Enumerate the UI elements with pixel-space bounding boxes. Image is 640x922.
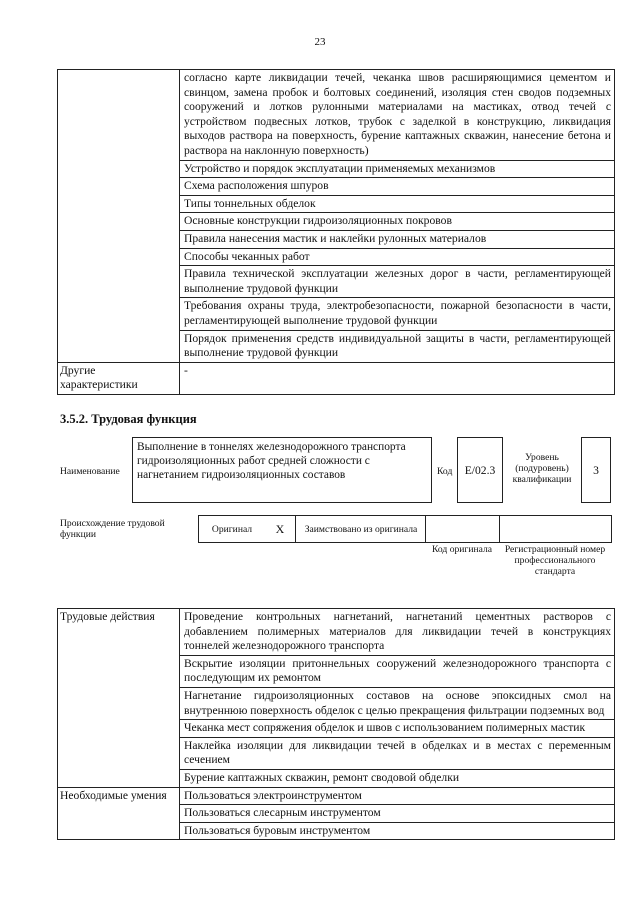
origin-row [198,515,612,543]
table-left-cell: Другие характеристики [58,362,180,394]
origin-label: Происхождение трудовой функции [60,518,165,540]
code-label: Код [437,466,453,477]
table-cell: Наклейка изоляции для ликвидации течей в обделках и в местах с переменным сечением [180,737,615,769]
table-cell: Вскрытие изоляции притоннельных сооружений железнодорожного транспорта с последующим их ремонтом [180,655,615,687]
table-cell: Основные конструкции гидроизоляционных покровов [180,213,615,231]
table-left-cell: Необходимые умения [58,787,180,840]
function-code-box: E/02.3 [457,437,503,503]
function-name-box: Выполнение в тоннелях железнодорожного транспорта гидроизоляционных работ средней сложности с нагнетанием гидроизоляционных составов [132,437,432,503]
reg-number-cell [499,516,612,542]
table-cell: Порядок применения средств индивидуальной защиты в части, регламентирующей выполнение трудовой функции [180,330,615,362]
name-label: Наименование [60,466,120,477]
table-left-cell: Трудовые действия [58,609,180,788]
code-original-label: Код оригинала [431,544,493,555]
qualification-level-box: 3 [581,437,611,503]
table-cell: Пользоваться слесарным инструментом [180,805,615,823]
table-cell: Бурение каптажных скважин, ремонт сводовой обделки [180,769,615,787]
table-cell: Типы тоннельных обделок [180,195,615,213]
table-cell: Устройство и порядок эксплуатации применяемых механизмов [180,160,615,178]
table-cell: Схема расположения шпуров [180,178,615,196]
table-row [58,70,615,161]
table-row [58,787,615,805]
original-label: Оригинал [211,523,253,535]
table-cell: Способы чеканных работ [180,248,615,266]
table-cell: Правила нанесения мастик и наклейки рулонных материалов [180,230,615,248]
section-title: 3.5.2. Трудовая функция [60,412,197,426]
table-row [58,609,615,656]
table-cell: Чеканка мест сопряжения обделок и швов с использованием полимерных мастик [180,720,615,738]
knowledge-table-continued [57,69,615,395]
borrowed-label: Заимствовано из оригинала [295,516,426,542]
table-cell: Нагнетание гидроизоляционных составов на основе эпоксидных смол на внутреннюю поверхность обделок с целью прекращения фильтрации подземных вод [180,687,615,719]
table-row [58,362,615,394]
code-original-cell [425,516,500,542]
reg-number-label: Регистрационный номер профессионального стандарта [504,544,606,577]
table-cell: Проведение контрольных нагнетаний, нагнетаний цементных растворов с добавлением полимерных материалов для ликвидации течей в конструкциях тоннелей железнодорожного транспорта [180,609,615,656]
table-cell: - [180,362,615,394]
original-mark: X [275,521,285,536]
page-number: 23 [314,36,326,48]
labor-actions-table [57,608,615,840]
level-label: Уровень (подуровень) квалификации [512,452,572,485]
table-cell: Требования охраны труда, электробезопасности, пожарной безопасности в части, регламентирующей выполнение трудовой функции [180,298,615,330]
table-cell: согласно карте ликвидации течей, чеканка швов расширяющимися цементом и свинцом, замена пробок и болтовых соединений, изоляция стен сводов подземных сооружений и лотков рулонными материалами на мастиках, отвод течей с устройством подвесных лотков, трубок с заделкой в конструкцию, ликвидация выходов раствора на поверхность, бурение каптажных скважин, нанесение бетона и раствора на наклонную поверхность) [180,70,615,161]
table-cell: Правила технической эксплуатации железных дорог в части, регламентирующей выполнение трудовой функции [180,266,615,298]
table-cell: Пользоваться электроинструментом [180,787,615,805]
table-left-cell [58,70,180,363]
table-cell: Пользоваться буровым инструментом [180,822,615,840]
